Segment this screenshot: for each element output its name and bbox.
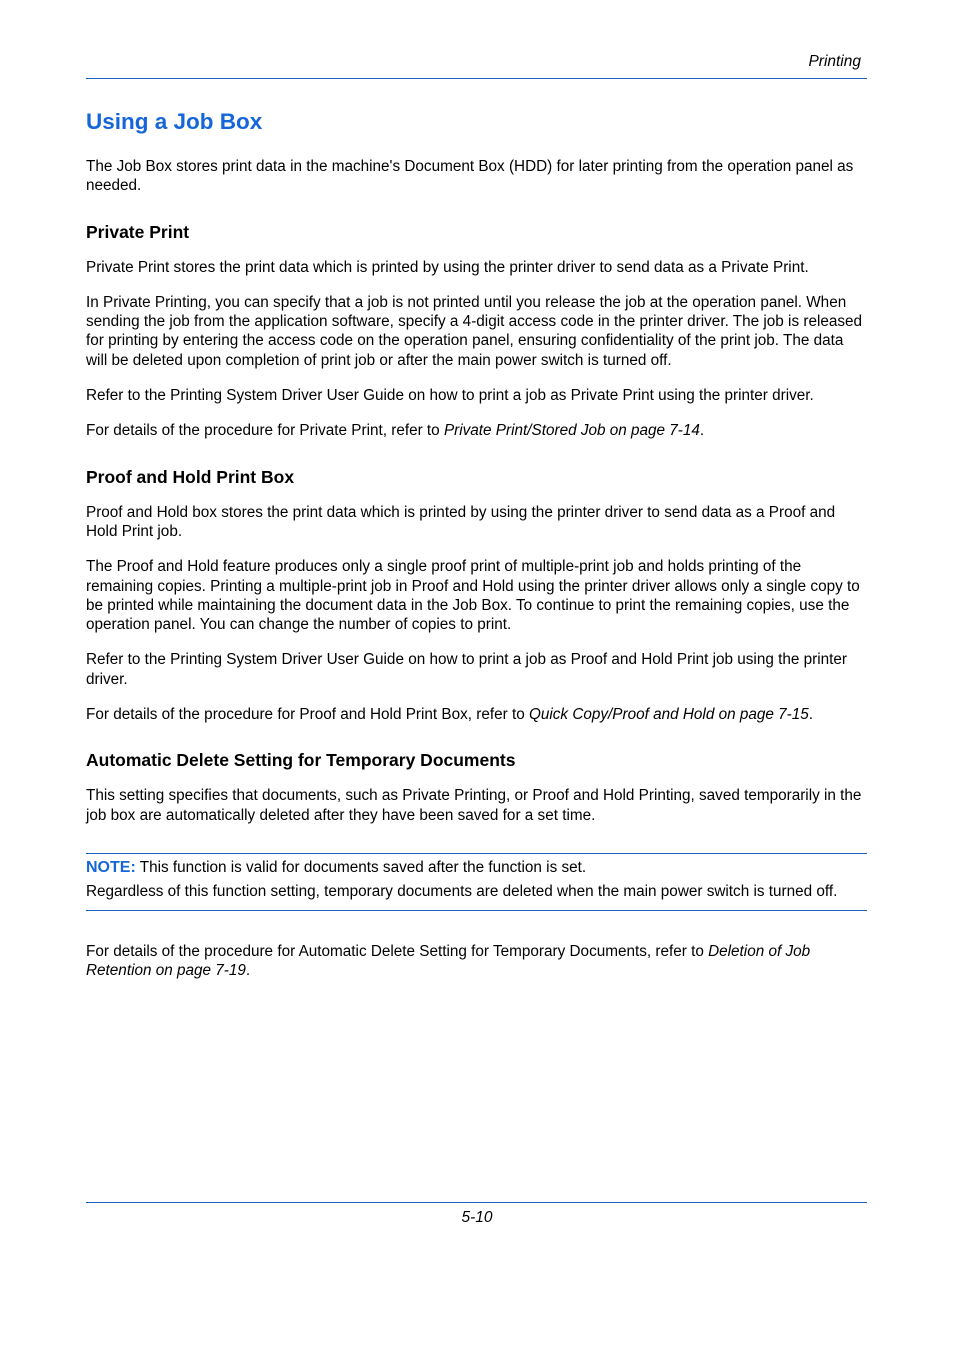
proof-hold-paragraph-1: Proof and Hold box stores the print data which is printed by using the printer driver to send data as a Proof and Hold Print job. <box>86 503 836 540</box>
auto-delete-ref-text: For details of the procedure for Automatic Delete Setting for Temporary Documents, refer to <box>86 942 709 960</box>
intro-paragraph: The Job Box stores print data in the machine's Document Box (HDD) for later printing from the operation panel as needed. <box>86 158 854 195</box>
private-print-paragraph-3: Refer to the Printing System Driver User Guide on how to print a job as Private Print using the printer driver. <box>86 387 814 405</box>
proof-hold-ref-text: For details of the procedure for Proof and Hold Print Box, refer to <box>86 706 529 724</box>
private-print-paragraph-4 <box>86 421 867 440</box>
note-line-1 <box>86 856 867 880</box>
private-print-paragraph-2: In Private Printing, you can specify that a job is not printed until you release the job at the operation panel. When sending the job from the application software, specify a 4-digit access code in the printer driver. The job is released for printing by entering the access code on the operation panel, ensuring confidentiality of the print job. The data will be deleted upon completion of print job or after the main power switch is turned off. <box>86 293 863 369</box>
auto-delete-ref-end: . <box>245 962 251 980</box>
note-label: NOTE: <box>86 858 136 876</box>
auto-delete-cross-reference[interactable]: Deletion of Job Retention on page 7-19 <box>86 942 811 980</box>
private-print-cross-reference[interactable]: Private Print/Stored Job on page 7-14 <box>443 422 700 440</box>
note-line-2: Regardless of this function setting, temporary documents are deleted when the main power switch is turned off. <box>86 882 838 900</box>
note-box <box>86 853 867 911</box>
page-content <box>86 107 867 997</box>
proof-hold-cross-reference[interactable]: Quick Copy/Proof and Hold on page 7-15 <box>528 706 809 724</box>
section-heading-proof-hold: Proof and Hold Print Box <box>86 466 295 487</box>
auto-delete-paragraph-1: This setting specifies that documents, such as Private Printing, or Proof and Hold Printing, saved temporarily in the job box are automatically deleted after they have been saved for a set time. <box>86 787 862 824</box>
proof-hold-paragraph-4 <box>86 705 867 724</box>
private-print-paragraph-1: Private Print stores the print data which is printed by using the printer driver to send data as a Private Print. <box>86 258 809 276</box>
running-header: Printing <box>808 53 861 70</box>
page-title: Using a Job Box <box>86 109 263 134</box>
header-rule <box>86 78 867 79</box>
private-print-ref-end: . <box>699 422 705 440</box>
proof-hold-paragraph-2: The Proof and Hold feature produces only a single proof print of multiple-print job and holds printing of the remaining copies. Printing a multiple-print job in Proof and Hold using the printer driver allows only a single copy to be printed while maintaining the document data in the Job Box. To continue to print the remaining copies, use the operation panel. You can change the number of copies to print. <box>86 558 860 634</box>
private-print-ref-text: For details of the procedure for Private Print, refer to <box>86 422 444 440</box>
section-proof-hold <box>86 466 867 725</box>
section-heading-auto-delete: Automatic Delete Setting for Temporary Documents <box>86 750 516 771</box>
note-text: This function is valid for documents saved after the function is set. <box>135 858 587 876</box>
section-private-print <box>86 221 867 441</box>
proof-hold-ref-end: . <box>808 706 814 724</box>
page-number: 5-10 <box>461 1209 493 1226</box>
section-heading-private-print: Private Print <box>86 221 190 242</box>
section-auto-delete <box>86 749 867 980</box>
auto-delete-paragraph-2 <box>86 942 867 981</box>
proof-hold-paragraph-3: Refer to the Printing System Driver User Guide on how to print a job as Proof and Hold Print job using the printer driver. <box>86 651 847 688</box>
footer-rule <box>86 1202 867 1203</box>
